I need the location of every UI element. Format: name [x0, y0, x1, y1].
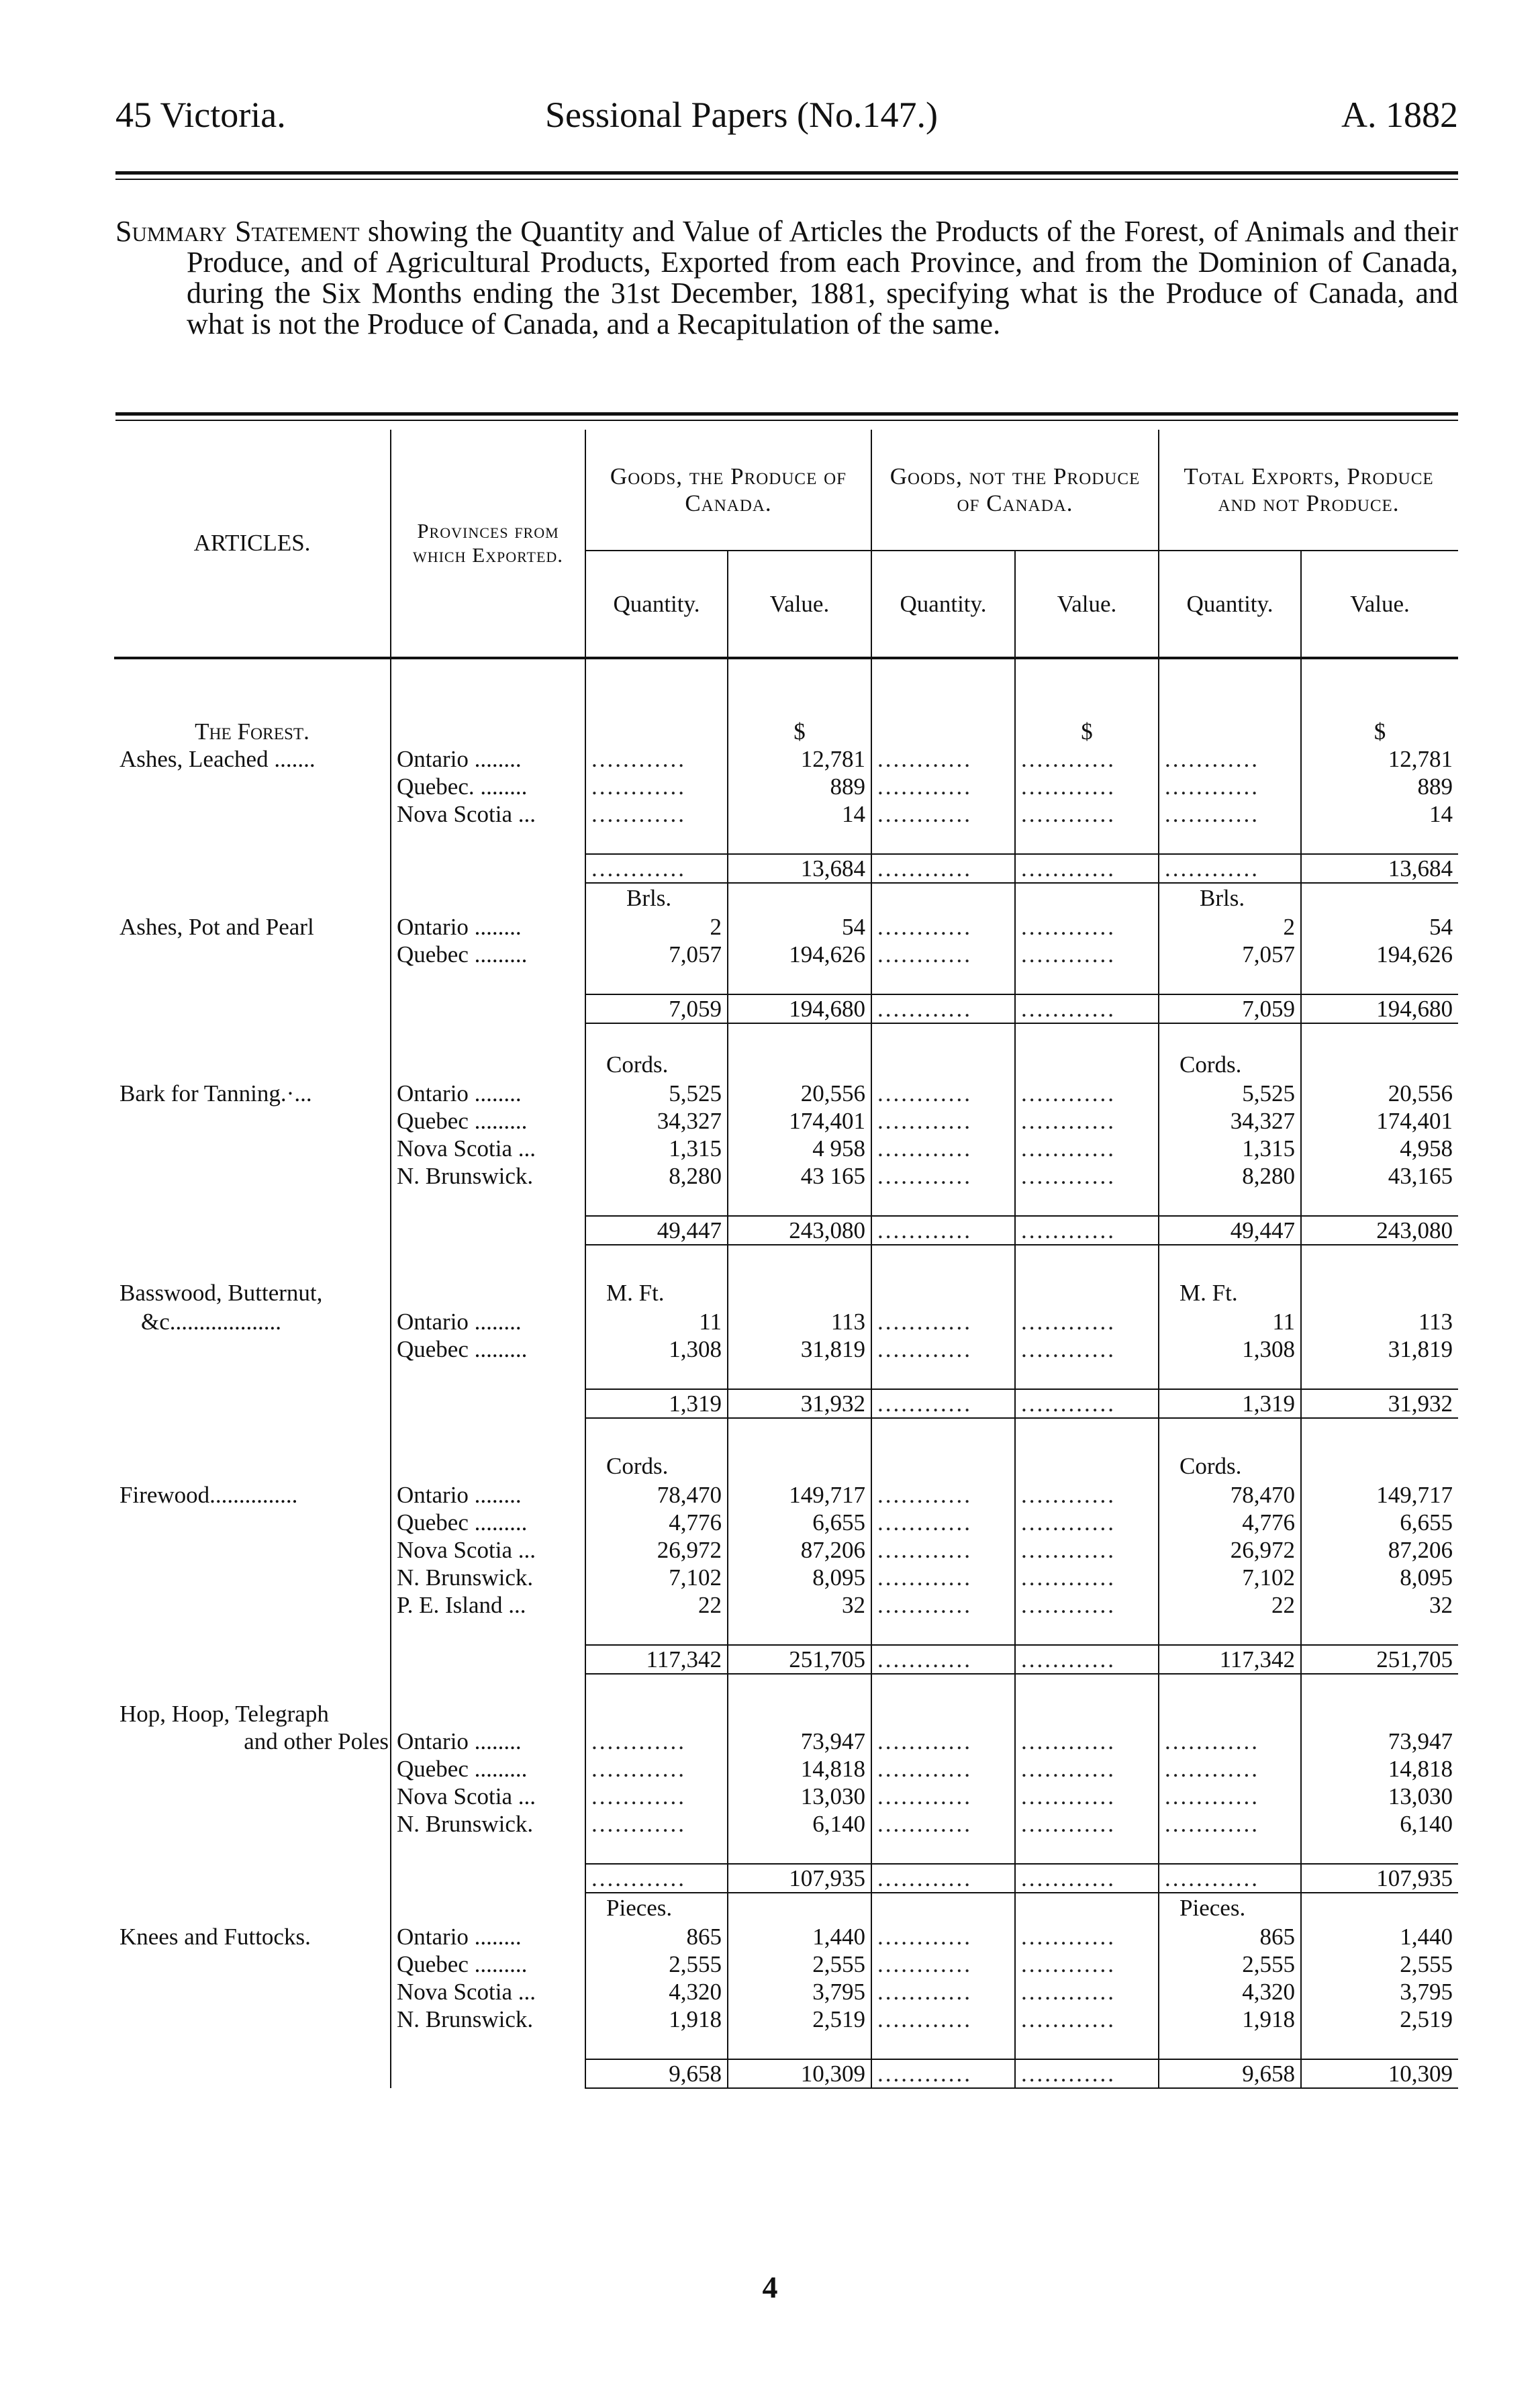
article-name: Knees and Futtocks. — [119, 1924, 311, 1950]
unit-label: Pieces. — [585, 1893, 728, 1923]
table-row: and other Poles Ontario ........ ............ 73,947 ............ ............ ............ 73,947 — [114, 1728, 1458, 1755]
unit-label: Pieces. — [1159, 1893, 1301, 1923]
table-row: Nova Scotia ... 4,320 3,795 ............ ............ 4,320 3,795 — [114, 1978, 1458, 2006]
table-row: N. Brunswick. 1,918 2,519 ............ ............ 1,918 2,519 — [114, 2006, 1458, 2033]
article-name: Hop, Hoop, Telegraph — [119, 1701, 329, 1727]
col-quantity-3: Quantity. — [1159, 551, 1301, 658]
summary-statement — [115, 216, 1458, 340]
article-name: Ashes, Leached ....... — [119, 746, 316, 772]
total-row: 117,342 251,705 ............ ............ 117,342 251,705 — [114, 1645, 1458, 1674]
table-row: N. Brunswick. ............ 6,140 ............ ............ ............ 6,140 — [114, 1810, 1458, 1838]
table-row: Quebec ......... 1,308 31,819 ............ ............ 1,308 31,819 — [114, 1335, 1458, 1363]
col-value-2: Value. — [1015, 551, 1159, 658]
article-name: Ashes, Pot and Pearl — [119, 914, 314, 940]
table-row: Ashes, Pot and Pearl Ontario ........ 2 54 ............ ............ 2 54 — [114, 913, 1458, 941]
unit-label: M. Ft. — [585, 1278, 728, 1308]
total-row: 49,447 243,080 ............ ............ 49,447 243,080 — [114, 1216, 1458, 1245]
page-header — [115, 94, 1458, 141]
section-heading: The Forest. — [195, 718, 309, 745]
col-articles: ARTICLES. — [114, 430, 391, 658]
unit-label: Cords. — [1159, 1050, 1301, 1080]
col-value-3: Value. — [1301, 551, 1458, 658]
table-row: Quebec ......... ............ 14,818 ............ ............ ............ 14,818 — [114, 1755, 1458, 1783]
article-name: Basswood, Butternut, — [119, 1280, 323, 1306]
table-row: N. Brunswick. 7,102 8,095 ............ ............ 7,102 8,095 — [114, 1564, 1458, 1591]
dollar-sign: $ — [1015, 658, 1159, 745]
summary-rule — [115, 412, 1458, 421]
table-row: &c................... Ontario ........ 11 113 ............ ............ 11 113 — [114, 1308, 1458, 1335]
col-quantity-2: Quantity. — [871, 551, 1015, 658]
col-produce: Goods, the Produce of Canada. — [585, 430, 871, 551]
unit-label: Cords. — [1159, 1452, 1301, 1481]
col-total: Total Exports, Produce and not Produce. — [1159, 430, 1458, 551]
unit-label: Cords. — [585, 1050, 728, 1080]
dollar-sign: $ — [1301, 658, 1458, 745]
table-row: Nova Scotia ... ............ 13,030 ............ ............ ............ 13,030 — [114, 1783, 1458, 1810]
table-row: Nova Scotia ... ............ 14 ............ ............ ............ 14 — [114, 800, 1458, 828]
table-row: Firewood............... Ontario ........ 78,470 149,717 ............ ............ 78,470 149,717 — [114, 1481, 1458, 1509]
total-row: ............ 13,684 ............ ............ ............ 13,684 — [114, 854, 1458, 883]
total-row: 7,059 194,680 ............ ............ 7,059 194,680 — [114, 994, 1458, 1023]
unit-label: Cords. — [585, 1452, 728, 1481]
total-row: ............ 107,935 ............ ............ ............ 107,935 — [114, 1864, 1458, 1893]
col-value-1: Value. — [728, 551, 871, 658]
summary-lead: Summary Statement — [115, 215, 360, 248]
summary-text: showing the Quantity and Value of Articles the Products of the Forest, of Animals and their Produce, and of Agricultural Products, Exported from each Province, and from the Dominion of Canada, during the Six Months ending the 31st December, 1881, specifying what is the Produce of Canada, and what is not the Produce of Canada, and a Recapitulation of the same. — [187, 215, 1458, 340]
table-row: Bark for Tanning.·... Ontario ........ 5,525 20,556 ............ ............ 5,525 20,556 — [114, 1080, 1458, 1107]
table-row: P. E. Island ... 22 32 ............ ............ 22 32 — [114, 1591, 1458, 1619]
page-number: 4 — [762, 2270, 778, 2304]
header-title: Sessional Papers (No.147.) — [545, 95, 938, 135]
exports-table — [114, 430, 1458, 2089]
table-row: Ashes, Leached ....... Ontario ........ ............ 12,781 ............ ............ ............ 12,781 — [114, 745, 1458, 773]
table-row: Nova Scotia ... 1,315 4 958 ............ ............ 1,315 4,958 — [114, 1135, 1458, 1162]
col-not-produce: Goods, not the Produce of Canada. — [871, 430, 1159, 551]
table-row: Nova Scotia ... 26,972 87,206 ............ ............ 26,972 87,206 — [114, 1536, 1458, 1564]
unit-label: Brls. — [585, 883, 728, 913]
article-name: Bark for Tanning.·... — [119, 1080, 312, 1107]
table-row: N. Brunswick. 8,280 43 165 ............ ............ 8,280 43,165 — [114, 1162, 1458, 1190]
unit-label: M. Ft. — [1159, 1278, 1301, 1308]
header-volume: 45 Victoria. — [115, 95, 286, 135]
col-quantity-1: Quantity. — [585, 551, 728, 658]
total-row: 1,319 31,932 ............ ............ 1,319 31,932 — [114, 1389, 1458, 1418]
total-row: 9,658 10,309 ............ ............ 9,658 10,309 — [114, 2059, 1458, 2088]
dollar-sign: $ — [728, 658, 871, 745]
col-provinces: Provinces from which Exported. — [391, 430, 585, 658]
table-row: Knees and Futtocks. Ontario ........ 865 1,440 ............ ............ 865 1,440 — [114, 1923, 1458, 1950]
table-row: Quebec ......... 4,776 6,655 ............ ............ 4,776 6,655 — [114, 1509, 1458, 1536]
table-row: Quebec ......... 2,555 2,555 ............ ............ 2,555 2,555 — [114, 1950, 1458, 1978]
table-row: Quebec. ........ ............ 889 ............ ............ ............ 889 — [114, 773, 1458, 800]
table-row: Quebec ......... 34,327 174,401 ............ ............ 34,327 174,401 — [114, 1107, 1458, 1135]
table-row: Quebec ......... 7,057 194,626 ............ ............ 7,057 194,626 — [114, 941, 1458, 968]
article-name: Firewood............... — [119, 1482, 298, 1508]
header-year: A. 1882 — [1341, 95, 1458, 135]
unit-label: Brls. — [1159, 883, 1301, 913]
header-rule — [115, 171, 1458, 180]
